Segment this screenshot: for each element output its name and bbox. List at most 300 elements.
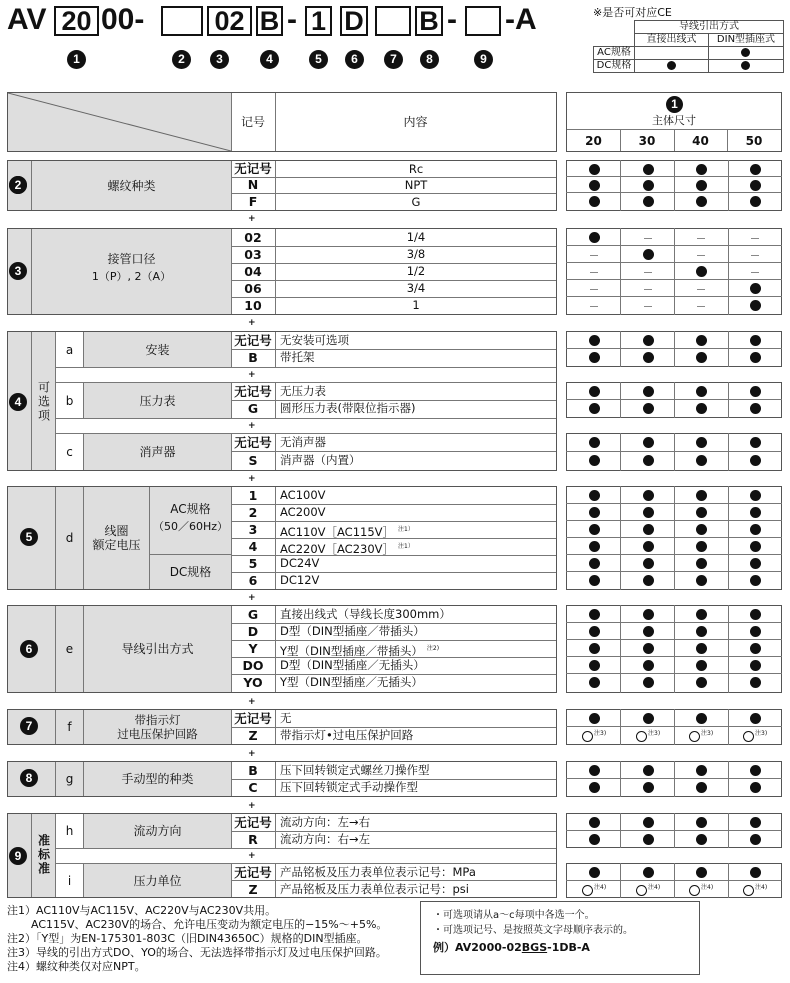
column-separator [620, 605, 621, 693]
column-separator [674, 331, 675, 367]
available-dot [696, 455, 707, 466]
option-b-letter: b [65, 393, 74, 408]
column-separator [674, 813, 675, 848]
row-code: 02 [244, 230, 262, 245]
available-dot [750, 164, 761, 175]
conditional-note: 注3) [648, 729, 661, 737]
available-dot [589, 455, 600, 466]
row-desc: 压下回转锁定式螺丝刀操作型 [280, 763, 430, 777]
plus-sign: + [248, 697, 256, 707]
plus-sign: + [248, 851, 256, 861]
column-separator [674, 433, 675, 471]
semistd-i-title: 压力单位 [133, 873, 182, 888]
not-available-dash [644, 289, 652, 290]
available-dot [643, 403, 654, 414]
conditional-circle [636, 731, 647, 742]
column-separator [620, 382, 621, 418]
available-dot [696, 541, 707, 552]
available-dot [589, 575, 600, 586]
available-dot [696, 335, 707, 346]
row-desc: 圆形压力表(带限位指示器) [280, 401, 416, 415]
note-line-2: ・可选项记号、是按照英文字母顺序表示的。 [433, 925, 633, 936]
not-available-dash [644, 238, 652, 239]
ce-dc-direct-dot [667, 61, 676, 70]
available-dot [643, 609, 654, 620]
available-dot [643, 524, 654, 535]
available-dot [750, 455, 761, 466]
row-desc: AC200V [280, 505, 326, 519]
available-dot [589, 609, 600, 620]
row-code: 6 [248, 573, 258, 588]
available-dot [750, 335, 761, 346]
row-code: 1 [248, 488, 258, 503]
row-desc: NPT [404, 178, 428, 193]
ce-col-direct: 直接出线式 [634, 33, 709, 47]
port-title: 接管口径 [107, 252, 156, 266]
note-example: 例）AV2000-02BGS-1DB-A [433, 941, 590, 954]
column-separator [728, 761, 729, 797]
available-dot [696, 782, 707, 793]
code-box-indicator [375, 6, 411, 36]
row-desc: 无消声器 [280, 435, 326, 449]
column-separator [620, 709, 621, 745]
available-dot [750, 609, 761, 620]
available-dot [643, 455, 654, 466]
available-dot [696, 490, 707, 501]
available-dot [696, 867, 707, 878]
row-code: 无记号 [234, 161, 272, 176]
option-c-title: 消声器 [139, 445, 176, 459]
row-code: 4 [248, 539, 258, 554]
available-dot [750, 626, 761, 637]
conditional-note: 注4) [648, 883, 661, 891]
available-dot [696, 713, 707, 724]
available-dot [750, 713, 761, 724]
model-suffix: -A [505, 3, 537, 36]
row-desc: 1/4 [406, 230, 426, 244]
size-50: 50 [745, 133, 763, 148]
marker-4-section: 4 [9, 393, 27, 411]
available-dot [750, 490, 761, 501]
port-subtitle: 1（P）, 2（A） [91, 270, 172, 283]
ce-note: ※是否可对应CE [593, 6, 672, 19]
available-dot [589, 403, 600, 414]
conditional-circle [582, 731, 593, 742]
available-dot [643, 507, 654, 518]
conditional-note: 注4) [755, 883, 768, 891]
available-dot [643, 180, 654, 191]
lead-letter: e [65, 642, 74, 656]
plus-sign: + [248, 214, 256, 224]
not-available-dash [751, 255, 759, 256]
note-line-1: ・可选项请从a～c每项中各选一个。 [433, 910, 595, 921]
available-dot [643, 765, 654, 776]
available-dot [696, 352, 707, 363]
column-separator [620, 486, 621, 590]
available-dot [750, 352, 761, 363]
semistd-i-letter: i [67, 873, 72, 888]
row-code: F [248, 193, 258, 209]
not-available-dash [697, 289, 705, 290]
row-code: 无记号 [234, 711, 272, 726]
row-code: 无记号 [234, 435, 272, 450]
available-dot [643, 490, 654, 501]
available-dot [696, 626, 707, 637]
code-box-manual: B [415, 6, 443, 36]
row-code: C [248, 780, 258, 795]
available-dot [643, 643, 654, 654]
available-dot [589, 558, 600, 569]
marker-8: 8 [420, 50, 439, 69]
row-desc: Y型（DIN型插座／带插头） $^{注2)}$ [280, 643, 440, 658]
row-code: Z [248, 882, 258, 897]
voltage-letter: d [65, 531, 74, 545]
available-dot [750, 575, 761, 586]
ce-col-din: DIN型插座式 [708, 33, 784, 47]
row-code: 04 [244, 264, 262, 279]
column-separator [674, 709, 675, 745]
available-dot [750, 507, 761, 518]
available-dot [589, 782, 600, 793]
marker-9-section: 9 [9, 847, 27, 865]
available-dot [750, 782, 761, 793]
code-box-port: 02 [207, 6, 252, 36]
option-a-title: 安装 [145, 342, 170, 357]
row-code: 2 [248, 505, 258, 520]
row-desc: AC110V［AC115V］ $^{注1)}$ [280, 524, 414, 539]
available-dot [696, 266, 707, 277]
available-dot [750, 386, 761, 397]
conditional-note: 注3) [594, 729, 607, 737]
plus-sign: + [248, 593, 256, 603]
available-dot [750, 541, 761, 552]
available-dot [589, 490, 600, 501]
ce-group-title: 导线引出方式 [634, 20, 784, 34]
marker-1: 1 [67, 50, 86, 69]
header-separator: - [287, 3, 297, 36]
column-separator [728, 160, 729, 211]
available-dot [589, 677, 600, 688]
row-code: 无记号 [234, 384, 272, 399]
available-dot [643, 660, 654, 671]
options-label: 可选项 [36, 381, 51, 423]
row-code: Z [248, 728, 258, 743]
not-available-dash [751, 238, 759, 239]
available-dot [589, 507, 600, 518]
marker-9: 9 [474, 50, 493, 69]
plus-sign: + [248, 801, 256, 811]
conditional-note: 注3) [755, 729, 768, 737]
available-dot [589, 437, 600, 448]
available-dot [589, 834, 600, 845]
column-separator [674, 382, 675, 418]
row-desc: 无压力表 [280, 384, 326, 398]
available-dot [643, 626, 654, 637]
marker-3-section: 3 [9, 262, 27, 280]
marker-2-section: 2 [9, 176, 27, 194]
not-available-dash [644, 272, 652, 273]
available-dot [589, 541, 600, 552]
available-dot [750, 643, 761, 654]
row-code: S [248, 452, 258, 468]
model-prefix: AV [7, 3, 47, 36]
available-dot [643, 352, 654, 363]
row-note: 注2) [426, 645, 440, 652]
available-dot [696, 660, 707, 671]
size-title: 主体尺寸 [652, 114, 696, 127]
available-dot [696, 524, 707, 535]
marker-5-section: 5 [20, 528, 38, 546]
available-dot [589, 352, 600, 363]
marker-3: 3 [210, 50, 229, 69]
plus-sign: + [248, 370, 256, 380]
row-code: 5 [248, 556, 258, 571]
voltage-dc-title: DC规格 [169, 565, 212, 579]
not-available-dash [751, 272, 759, 273]
available-dot [696, 834, 707, 845]
row-code: 06 [244, 281, 262, 296]
thread-title: 螺纹种类 [107, 178, 156, 193]
row-desc: 带指示灯•过电压保护回路 [280, 728, 414, 742]
available-dot [643, 782, 654, 793]
row-note: 注1） [398, 543, 414, 550]
available-dot [750, 437, 761, 448]
size-20: 20 [585, 133, 602, 148]
row-desc: DC24V [280, 556, 320, 570]
available-dot [643, 867, 654, 878]
available-dot [643, 437, 654, 448]
available-dot [696, 643, 707, 654]
column-separator [620, 813, 621, 848]
ce-ac-din-dot [741, 48, 750, 57]
available-dot [589, 164, 600, 175]
plus-sign: + [248, 421, 256, 431]
size-header [566, 92, 782, 152]
available-dot [589, 196, 600, 207]
manual-letter: g [65, 772, 74, 786]
available-dot [750, 677, 761, 688]
ce-dc-din-dot [741, 61, 750, 70]
column-separator [728, 709, 729, 745]
available-dot [750, 180, 761, 191]
row-code: Y [248, 641, 258, 656]
column-separator [728, 228, 729, 315]
marker-6-section: 6 [20, 640, 38, 658]
size-40: 40 [692, 133, 709, 148]
row-code: 03 [244, 247, 262, 262]
conditional-circle [743, 885, 754, 896]
conditional-circle [689, 885, 700, 896]
available-dot [589, 713, 600, 724]
column-separator [728, 382, 729, 418]
available-dot [696, 609, 707, 620]
header-separator: - [447, 3, 457, 36]
not-available-dash [590, 255, 598, 256]
header-code: 记号 [240, 115, 265, 129]
row-code: DO [242, 658, 264, 673]
column-separator [674, 228, 675, 315]
marker-4: 4 [260, 50, 279, 69]
available-dot [643, 541, 654, 552]
row-desc: 消声器（内置） [280, 452, 361, 467]
row-desc: D型（DIN型插座／带插头） [280, 624, 425, 638]
available-dot [643, 677, 654, 688]
available-dot [750, 834, 761, 845]
available-dot [643, 386, 654, 397]
available-dot [750, 524, 761, 535]
row-code: N [247, 177, 259, 193]
footnote-1b: AC115V、AC230V的场合、允许电压变动为额定电压的−15%～+5%。 [31, 918, 388, 931]
available-dot [750, 867, 761, 878]
row-desc: DC12V [280, 573, 320, 587]
row-code: R [248, 832, 258, 847]
lead-title: 导线引出方式 [121, 642, 194, 656]
column-separator [674, 160, 675, 211]
row-desc: 直接出线式（导线长度300mm） [280, 607, 451, 621]
row-desc: 3/4 [406, 281, 426, 295]
row-desc: Rc [408, 162, 424, 176]
available-dot [750, 196, 761, 207]
voltage-ac-title: AC规格 [170, 502, 211, 516]
code-box-option: B [256, 6, 283, 36]
available-dot [696, 164, 707, 175]
row-code: G [247, 607, 259, 622]
row-desc: 1/2 [406, 264, 426, 278]
model-mid: 00- [101, 3, 145, 36]
code-box-lead: D [340, 6, 368, 36]
available-dot [643, 196, 654, 207]
not-available-dash [590, 289, 598, 290]
available-dot [696, 677, 707, 688]
row-desc: 无 [280, 711, 292, 725]
column-separator [620, 433, 621, 471]
row-desc: 流动方向：左→右 [280, 815, 371, 829]
available-dot [589, 765, 600, 776]
conditional-note: 注3) [701, 729, 714, 737]
marker-8-section: 8 [20, 769, 38, 787]
available-dot [589, 386, 600, 397]
column-separator [674, 863, 675, 898]
column-separator [728, 605, 729, 693]
row-desc: 流动方向：右→左 [280, 832, 371, 846]
row-desc: 1 [412, 298, 420, 312]
row-code: B [248, 763, 258, 778]
available-dot [589, 817, 600, 828]
available-dot [750, 817, 761, 828]
available-dot [750, 558, 761, 569]
marker-6: 6 [345, 50, 364, 69]
option-b-title: 压力表 [139, 393, 176, 408]
manual-title: 手动型的种类 [121, 772, 194, 786]
not-available-dash [697, 238, 705, 239]
row-desc: G [411, 194, 421, 209]
indicator-title: 带指示灯 过电压保护回路 [117, 713, 198, 741]
not-available-dash [644, 306, 652, 307]
row-desc: 产品铭板及压力表单位表示记号：psi [280, 882, 469, 896]
available-dot [696, 180, 707, 191]
row-code: G [247, 401, 259, 416]
marker-5: 5 [309, 50, 328, 69]
column-separator [620, 160, 621, 211]
row-code: 3 [248, 522, 258, 537]
code-box-thread [161, 6, 203, 36]
available-dot [589, 524, 600, 535]
available-dot [643, 335, 654, 346]
available-dot [589, 232, 600, 243]
available-dot [643, 575, 654, 586]
not-available-dash [697, 255, 705, 256]
column-separator [674, 605, 675, 693]
code-box-size: 20 [54, 6, 99, 36]
available-dot [750, 283, 761, 294]
available-dot [750, 765, 761, 776]
not-available-dash [590, 272, 598, 273]
row-code: 无记号 [234, 815, 272, 830]
column-separator [620, 228, 621, 315]
row-desc: AC100V [280, 488, 326, 502]
available-dot [696, 437, 707, 448]
conditional-circle [743, 731, 754, 742]
row-desc: Y型（DIN型插座／无插头） [280, 675, 423, 689]
column-separator [728, 863, 729, 898]
available-dot [643, 164, 654, 175]
conditional-circle [636, 885, 647, 896]
available-dot [643, 713, 654, 724]
row-code: B [248, 350, 258, 365]
available-dot [750, 300, 761, 311]
conditional-note: 注4) [594, 883, 607, 891]
conditional-circle [582, 885, 593, 896]
column-separator [728, 433, 729, 471]
semistd-label: 准标准 [36, 834, 51, 876]
column-separator [620, 863, 621, 898]
row-code: YO [243, 675, 263, 690]
available-dot [589, 626, 600, 637]
available-dot [696, 575, 707, 586]
plus-sign: + [248, 749, 256, 759]
conditional-circle [689, 731, 700, 742]
available-dot [696, 765, 707, 776]
footnote-3: 注3）导线的引出方式DO、YO的场合、无法选择带指示灯及过电压保护回路。 [7, 946, 387, 959]
column-separator [620, 761, 621, 797]
option-c-letter: c [66, 445, 73, 459]
available-dot [589, 660, 600, 671]
code-box-semistd [465, 6, 501, 36]
row-note: 注1） [398, 526, 414, 533]
available-dot [696, 558, 707, 569]
available-dot [696, 507, 707, 518]
size-30: 30 [638, 133, 656, 148]
available-dot [643, 817, 654, 828]
available-dot [643, 249, 654, 260]
option-a-letter: a [65, 342, 74, 357]
column-separator [728, 331, 729, 367]
row-desc: 3/8 [406, 247, 426, 261]
available-dot [696, 817, 707, 828]
available-dot [589, 180, 600, 191]
semistd-h-letter: h [65, 824, 74, 838]
semistd-h-title: 流动方向 [133, 824, 182, 838]
voltage-ac-freq: （50／60Hz） [152, 520, 229, 533]
header-content: 内容 [403, 115, 428, 129]
marker-2: 2 [172, 50, 191, 69]
row-desc: 带托架 [280, 350, 315, 364]
available-dot [589, 643, 600, 654]
column-separator [674, 486, 675, 590]
row-desc: 压下回转锁定式手动操作型 [280, 780, 418, 794]
available-dot [696, 403, 707, 414]
row-code: 无记号 [234, 865, 272, 880]
